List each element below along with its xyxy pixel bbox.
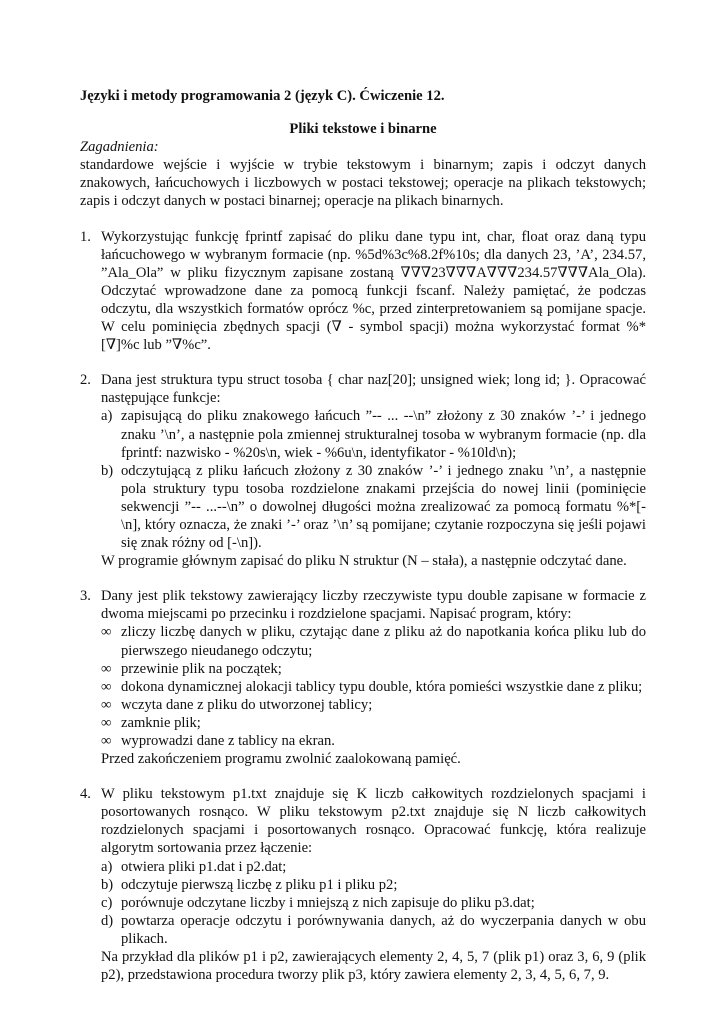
bullet-text: zamknie plik;	[121, 714, 201, 731]
infinity-bullet-icon: ∞	[101, 733, 112, 749]
list-item-label: b)	[101, 462, 114, 479]
list-item	[101, 912, 646, 948]
task-4	[80, 785, 646, 984]
document-subtitle: Pliki tekstowe i binarne	[289, 121, 437, 138]
list-item	[101, 462, 646, 552]
task-intro: Dany jest plik tekstowy zawierający liczby rzeczywiste typu double zapisane w formacie z dwoma miejscami po przecinku i rozdzielone spacjami. Napisać program, który:	[101, 588, 646, 623]
list-item-label: a)	[101, 408, 113, 425]
bullet-item	[101, 660, 646, 678]
infinity-bullet-icon: ∞	[101, 660, 112, 677]
infinity-bullet-icon: ∞	[101, 678, 112, 695]
document-page	[80, 87, 646, 984]
task-number: 3.	[80, 588, 91, 605]
list-item	[101, 407, 646, 461]
bullet-item	[101, 623, 646, 659]
bullet-item	[101, 732, 646, 750]
bullet-item	[101, 714, 646, 732]
task-outro: Na przykład dla plików p1 i p2, zawierających elementy 2, 4, 5, 7 (plik p1) oraz 3, 6, 9 (plik p2), przedstawiona procedura tworzy plik p3, który zawiera elementy 2, 3, 4, 5, 6, 7, 9.	[101, 949, 646, 984]
task-2	[80, 371, 646, 570]
topics-text: standardowe wejście i wyjście w trybie tekstowym i binarnym; zapis i odczyt danych znakowych, łańcuchowych i liczbowych w postaci tekstowej; operacje na plikach tekstowych; zapis i odczyt danych w postaci binarnej; operacje na plikach binarnych.	[80, 157, 646, 210]
list-item-text: odczytuje pierwszą liczbę z pliku p1 i pliku p2;	[121, 876, 398, 893]
task-intro: W pliku tekstowym p1.txt znajduje się K liczb całkowitych rozdzielonych spacjami i posortowanych rosnąco. W pliku tekstowym p2.txt znajduje się N liczb całkowitych rozdzielonych spacjami i posortowanych rosnąco. Opracować funkcję, która realizuje algorytm sortowania przez łączenie:	[101, 786, 646, 857]
infinity-bullet-icon: ∞	[101, 714, 112, 731]
task-number: 2.	[80, 372, 91, 389]
task-3	[80, 587, 646, 768]
list-item	[101, 876, 646, 894]
bullet-text: wczyta dane z pliku do utworzonej tablicy;	[121, 696, 373, 713]
task-number: 4.	[80, 786, 91, 803]
task-text: Wykorzystując funkcję fprintf zapisać do pliku dane typu int, char, float oraz daną typu łańcuchowego w wybranym formacie (np. %5d%3c%8.2f%10s; dla danych 23, ’A’, 234.57, ”Ala_Ola” w pliku fizycznym zapisane zostaną ∇∇∇23∇∇∇A∇∇∇234.57∇∇∇Ala_Ola). Odczytać wprowadzone dane za pomocą funkcji fscanf. Należy pamiętać, że podczas odczytu, dla wszystkich formatów oprócz %c, przed zinterpretowaniem są pomijane spacje. W celu pominięcia zbędnych spacji (∇ - symbol spacji) można wykorzystać format %*[∇]%c lub ”∇%c”.	[101, 228, 646, 354]
bullet-text: wyprowadzi dane z tablicy na ekran.	[121, 733, 335, 749]
topics-label: Zagadnienia:	[80, 139, 159, 156]
list-item-text: odczytującą z pliku łańcuch złożony z 30 znaków ’-’ i jednego znaku ’\n’, a następnie pola struktury typu tosoba rozdzielone znakami przejścia do nowej linii (pominięcie sekwencji ”-- ...--\n” o dowolnej długości można zrealizować za pomocą formatu %*[-\n], który oznacza, że znaki ’-’ oraz ’\n’ są pomijane; czytanie rozpoczyna się jeśli pojawi się znak różny od [-\n]).	[121, 462, 646, 552]
task-outro: Przed zakończeniem programu zwolnić zaalokowaną pamięć.	[101, 751, 461, 768]
list-item	[101, 894, 646, 912]
infinity-bullet-icon: ∞	[101, 624, 112, 641]
list-item-label: b)	[101, 876, 114, 893]
list-item-text: porównuje odczytane liczby i mniejszą z nich zapisuje do pliku p3.dat;	[121, 894, 535, 911]
infinity-bullet-icon: ∞	[101, 696, 112, 713]
bullet-text: zliczy liczbę danych w pliku, czytając dane z pliku aż do napotkania końca pliku lub do pierwszego nieudanego odczytu;	[121, 624, 646, 659]
task-outro: W programie głównym zapisać do pliku N struktur (N – stała), a następnie odczytać dane.	[101, 553, 627, 570]
list-item-text: zapisującą do pliku znakowego łańcuch ”-- ... --\n” złożony z 30 znaków ’-’ i jednego znaku ’\n’, a następnie pola zmiennej strukturalnej tosoba w wybranym formacie (np. dla fprintf: nazwisko - %20s\n, wiek - %6u\n, identyfikator - %10ld\n);	[121, 408, 646, 461]
task-number: 1.	[80, 228, 91, 245]
document-title: Języki i metody programowania 2 (język C). Ćwiczenie 12.	[80, 88, 445, 104]
list-item-label: c)	[101, 894, 113, 911]
list-item-text: powtarza operacje odczytu i porównywania danych, aż do wyczerpania danych w obu plikach.	[121, 912, 646, 947]
bullet-item	[101, 696, 646, 714]
list-item-label: d)	[101, 912, 114, 929]
task-intro: Dana jest struktura typu struct tosoba { char naz[20]; unsigned wiek; long id; }. Opracować następujące funkcje:	[101, 372, 646, 407]
bullet-item	[101, 678, 646, 696]
bullet-text: dokona dynamicznej alokacji tablicy typu double, która pomieści wszystkie dane z pliku;	[121, 678, 643, 695]
list-item	[101, 858, 646, 876]
bullet-text: przewinie plik na początek;	[121, 660, 282, 677]
list-item-text: otwiera pliki p1.dat i p2.dat;	[121, 858, 287, 875]
list-item-label: a)	[101, 858, 113, 875]
task-1	[80, 228, 646, 355]
